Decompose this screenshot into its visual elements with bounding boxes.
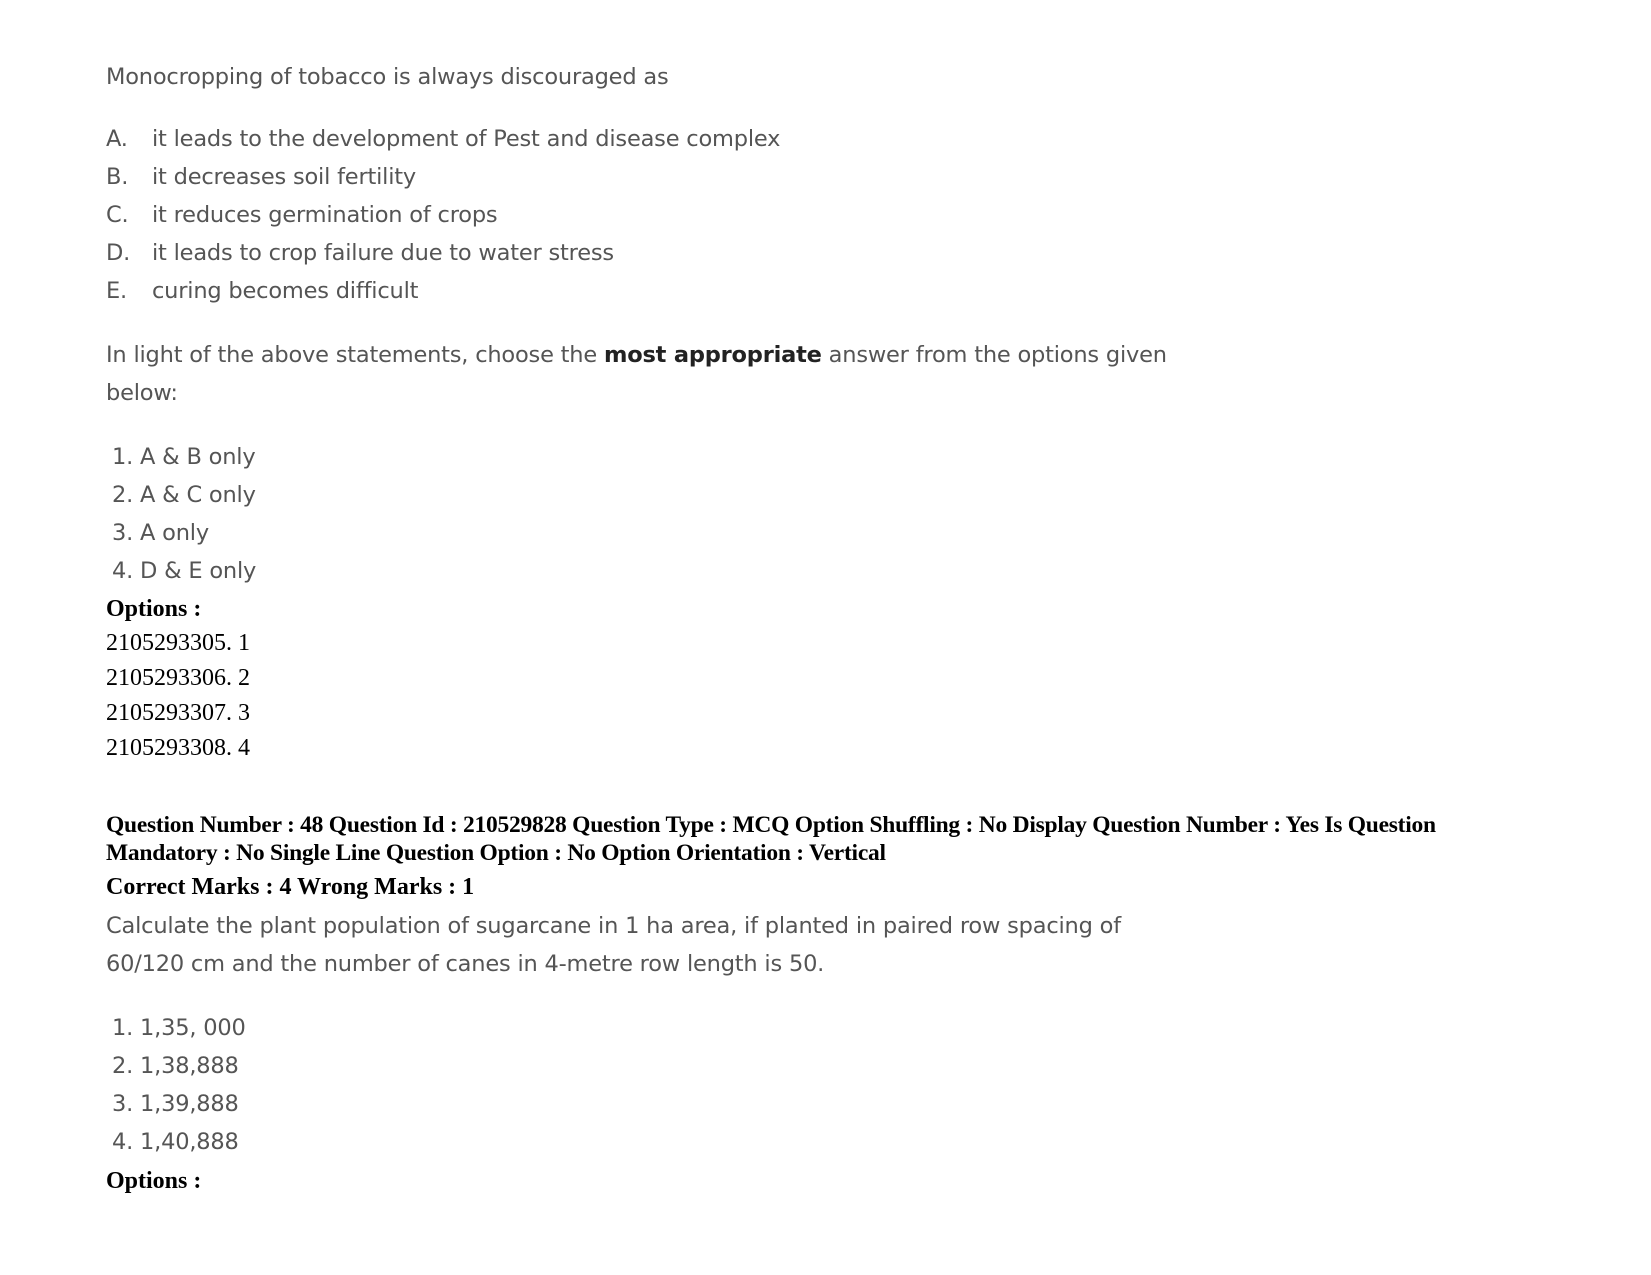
instruction-emphasis: most appropriate: [603, 342, 822, 368]
q47-statement-a: [106, 126, 780, 152]
statement-letter: E.: [106, 278, 127, 304]
q47-statement-e: [106, 278, 418, 304]
instruction-text: In light of the above statements, choose the: [106, 342, 604, 368]
statement-letter: B.: [106, 164, 129, 190]
statement-text: it reduces germination of crops: [152, 202, 498, 228]
q48-options-label: Options :: [106, 1168, 202, 1194]
q47-option-2: 2105293306. 2: [106, 665, 250, 691]
q47-choice-3: 3. A only: [112, 520, 209, 546]
q47-instruction: [106, 342, 1167, 368]
q47-choice-1: 1. A & B only: [112, 444, 256, 470]
statement-text: it decreases soil fertility: [152, 164, 417, 190]
q47-option-4: 2105293308. 4: [106, 735, 250, 761]
q48-choice-1: 1. 1,35, 000: [112, 1015, 246, 1041]
q47-statement-c: [106, 202, 497, 228]
q48-stem-line2: 60/120 cm and the number of canes in 4-metre row length is 50.: [106, 951, 825, 977]
instruction-text-end: answer from the options given: [821, 342, 1167, 368]
q47-option-1: 2105293305. 1: [106, 630, 250, 656]
statement-text: curing becomes difficult: [152, 278, 419, 304]
statement-letter: C.: [106, 202, 129, 228]
q48-choice-2: 2. 1,38,888: [112, 1053, 239, 1079]
q47-choice-4: 4. D & E only: [112, 558, 257, 584]
statement-letter: D.: [106, 240, 131, 266]
q48-marks: Correct Marks : 4 Wrong Marks : 1: [106, 874, 475, 900]
q47-options-label: Options :: [106, 596, 202, 622]
q47-instruction-line2: below:: [106, 380, 178, 406]
q48-choice-4: 4. 1,40,888: [112, 1129, 239, 1155]
q47-statement-d: [106, 240, 614, 266]
statement-text: it leads to the development of Pest and disease complex: [152, 126, 781, 152]
q47-option-3: 2105293307. 3: [106, 700, 250, 726]
q48-stem-line1: Calculate the plant population of sugarcane in 1 ha area, if planted in paired row spacing of: [106, 913, 1121, 939]
q47-stem: Monocropping of tobacco is always discouraged as: [106, 64, 669, 90]
q47-choice-2: 2. A & C only: [112, 482, 256, 508]
q48-meta-line2: Mandatory : No Single Line Question Option : No Option Orientation : Vertical: [106, 840, 886, 866]
q48-meta-line1: Question Number : 48 Question Id : 210529828 Question Type : MCQ Option Shuffling : No Display Question Number : Yes Is Question: [106, 812, 1436, 838]
q47-statement-b: [106, 164, 416, 190]
statement-text: it leads to crop failure due to water stress: [152, 240, 614, 266]
statement-letter: A.: [106, 126, 128, 152]
q48-choice-3: 3. 1,39,888: [112, 1091, 239, 1117]
